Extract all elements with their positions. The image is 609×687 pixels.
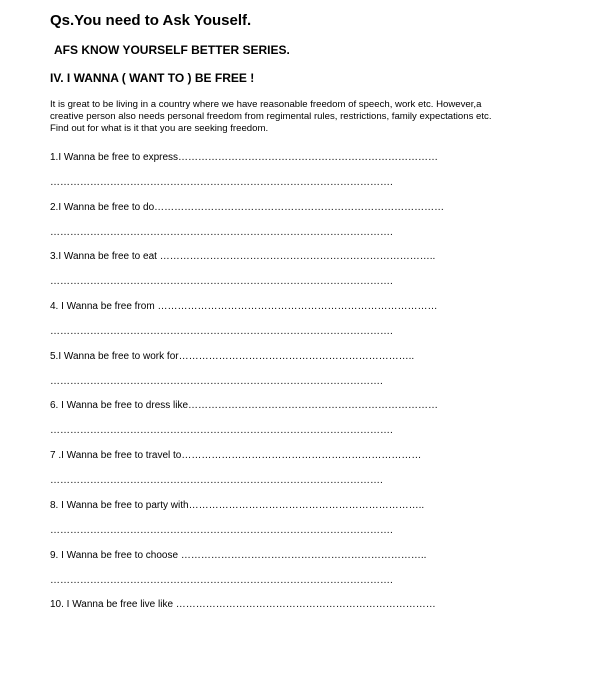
question-item — [50, 301, 480, 351]
answer-blank[interactable]: …………………………………………………………………………………………. — [50, 425, 393, 437]
page-title: Qs.You need to Ask Youself. — [50, 12, 252, 29]
question-item — [50, 500, 480, 550]
series-title: AFS KNOW YOURSELF BETTER SERIES. — [54, 43, 290, 57]
answer-blank[interactable]: ………………………………………………………………………………………. — [50, 375, 383, 387]
question-prompt: 9. I Wanna be free to choose ……………………………………………………………….. — [50, 549, 427, 561]
intro-paragraph — [50, 99, 570, 135]
question-prompt: 4. I Wanna be free from ………………………………………………………………………… — [50, 301, 438, 313]
question-prompt: 7 .I Wanna be free to travel to……………………………………………………………… — [50, 450, 422, 462]
question-item — [50, 202, 480, 252]
answer-blank[interactable]: …………………………………………………………………………………………. — [50, 574, 393, 586]
intro-line: creative person also needs personal freedom from regimental rules, restrictions, family expectations etc. — [50, 111, 492, 122]
question-list — [50, 152, 480, 649]
answer-blank[interactable]: ………………………………………………………………………………………. — [50, 475, 383, 487]
question-prompt: 2.I Wanna be free to do…………………………………………………………………………… — [50, 201, 445, 213]
answer-blank[interactable]: …………………………………………………………………………………………. — [50, 276, 393, 288]
intro-line: Find out for what is it that you are seeking freedom. — [50, 123, 269, 134]
answer-blank[interactable]: …………………………………………………………………………………………. — [50, 524, 393, 536]
question-item — [50, 400, 480, 450]
question-item — [50, 550, 480, 600]
question-prompt: 8. I Wanna be free to party with…………………………………………………………….. — [50, 499, 425, 511]
answer-blank[interactable]: …………………………………………………………………………………………. — [50, 226, 393, 238]
question-item — [50, 599, 480, 649]
question-item — [50, 450, 480, 500]
answer-blank[interactable]: …………………………………………………………………………………………. — [50, 177, 393, 188]
question-prompt: 3.I Wanna be free to eat ……………………………………………………………………….. — [50, 251, 436, 263]
intro-line: It is great to be living in a country where we have reasonable freedom of speech, work etc. However,a — [50, 99, 482, 110]
question-prompt: 5.I Wanna be free to work for…………………………………………………………….. — [50, 350, 415, 362]
question-prompt: 10. I Wanna be free live like …………………………………………………………………… — [50, 599, 436, 611]
question-prompt: 6. I Wanna be free to dress like………………………………………………………………… — [50, 400, 439, 412]
answer-blank[interactable]: …………………………………………………………………………………………. — [50, 326, 393, 338]
question-item — [50, 351, 480, 401]
question-item — [50, 152, 480, 202]
question-item — [50, 251, 480, 301]
section-heading: IV. I WANNA ( WANT TO ) BE FREE ! — [50, 71, 255, 85]
question-prompt: 1.I Wanna be free to express…………………………………………………………………… — [50, 152, 439, 163]
